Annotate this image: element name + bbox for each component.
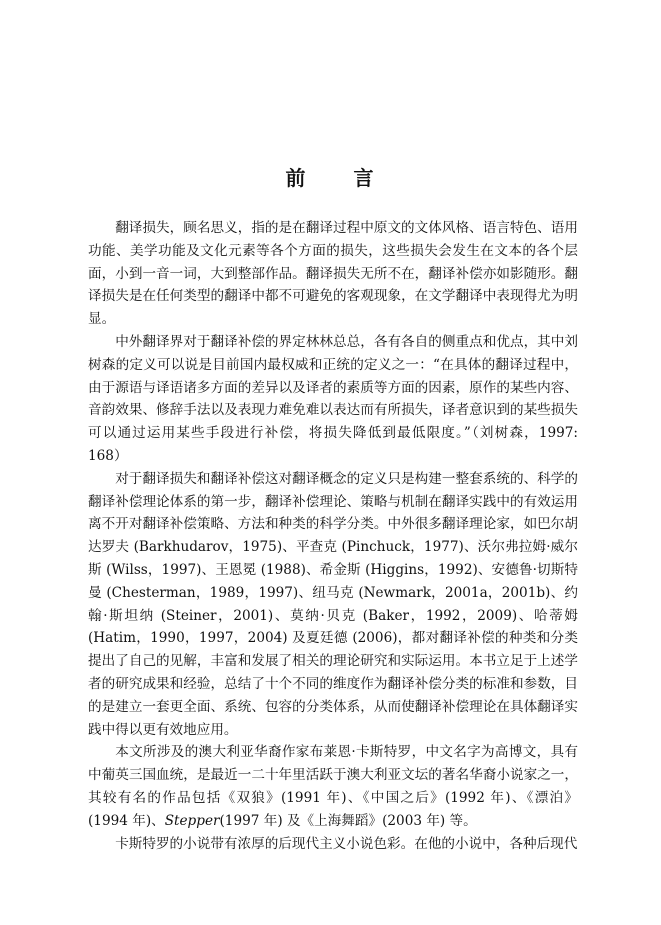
book-title-stepper: Stepper <box>164 812 220 829</box>
paragraph-4-text-b: (1997 年) 及《上海舞蹈》(2003 年) 等。 <box>219 812 477 829</box>
paragraph-3: 对于翻译损失和翻译补偿这对翻译概念的定义只是构建一整套系统的、科学的翻译补偿理论体系的第一步，翻译补偿理论、策略与机制在翻译实践中的有效运用离不开对翻译补偿策略、方法和种类的科学分类。中外很多翻译理论家，如巴尔胡达罗夫 (Barkhudarov，1975)、平查克 (Pinchuck，1977)、沃尔弗拉姆·威尔斯 (Wilss，1997)、王恩冕 (1988)、希金斯 (Higgins，1992)、安德鲁·切斯特曼 (Chesterman，1989，1997)、纽马克 (Newmark，2001a，2001b)、约翰·斯坦纳 (Steiner，2001)、莫纳·贝克 (Baker，1992，2009)、哈蒂姆 (Hatim，1990，1997，2004) 及夏廷德 (2006)，都对翻译补偿的种类和分类提出了自己的见解，丰富和发展了相关的理论研究和实际运用。本书立足于上述学者的研究成果和经验，总结了十个不同的维度作为翻译补偿分类的标准和参数，目的是建立一套更全面、系统、包容的分类体系，从而使翻译补偿理论在具体翻译实践中得以更有效地应用。 <box>88 470 578 738</box>
paragraph-4 <box>88 741 578 832</box>
paragraph-4-text-a: 本文所涉及的澳大利亚华裔作家布莱恩·卡斯特罗，中文名字为高博文，具有中葡英三国血统，是最近一二十年里活跃于澳大利亚文坛的著名华裔小说家之一，其较有名的作品包括《双狼》(1991 年)、《中国之后》(1992 年)、《漂泊》(1994 年)、 <box>88 744 578 829</box>
paragraph-2: 中外翻译界对于翻译补偿的界定林林总总，各有各自的侧重点和优点，其中刘树森的定义可以说是目前国内最权威和正统的定义之一：“在具体的翻译过程中，由于源语与译语诸多方面的差异以及译者的素质等方面的因素，原作的某些内容、音韵效果、修辞手法以及表现力难免难以表达而有所损失，译者意识到的某些损失可以通过运用某些手段进行补偿，将损失降低到最低限度。”（刘树森，1997: 168） <box>88 333 578 464</box>
title-char-1: 前 <box>285 166 308 190</box>
title-char-2: 言 <box>353 166 376 190</box>
paragraph-5: 卡斯特罗的小说带有浓厚的后现代主义小说色彩。在他的小说中，各种后现代 <box>115 835 578 852</box>
page-title <box>0 162 661 191</box>
body-text <box>88 217 578 855</box>
paragraph-1: 翻译损失，顾名思义，指的是在翻译过程中原文的文体风格、语言特色、语用功能、美学功能及文化元素等各个方面的损失，这些损失会发生在文本的各个层面，小到一音一词，大到整部作品。翻译损失无所不在，翻译补偿亦如影随形。翻译损失是在任何类型的翻译中都不可避免的客观现象，在文学翻译中表现得尤为明显。 <box>88 220 578 328</box>
